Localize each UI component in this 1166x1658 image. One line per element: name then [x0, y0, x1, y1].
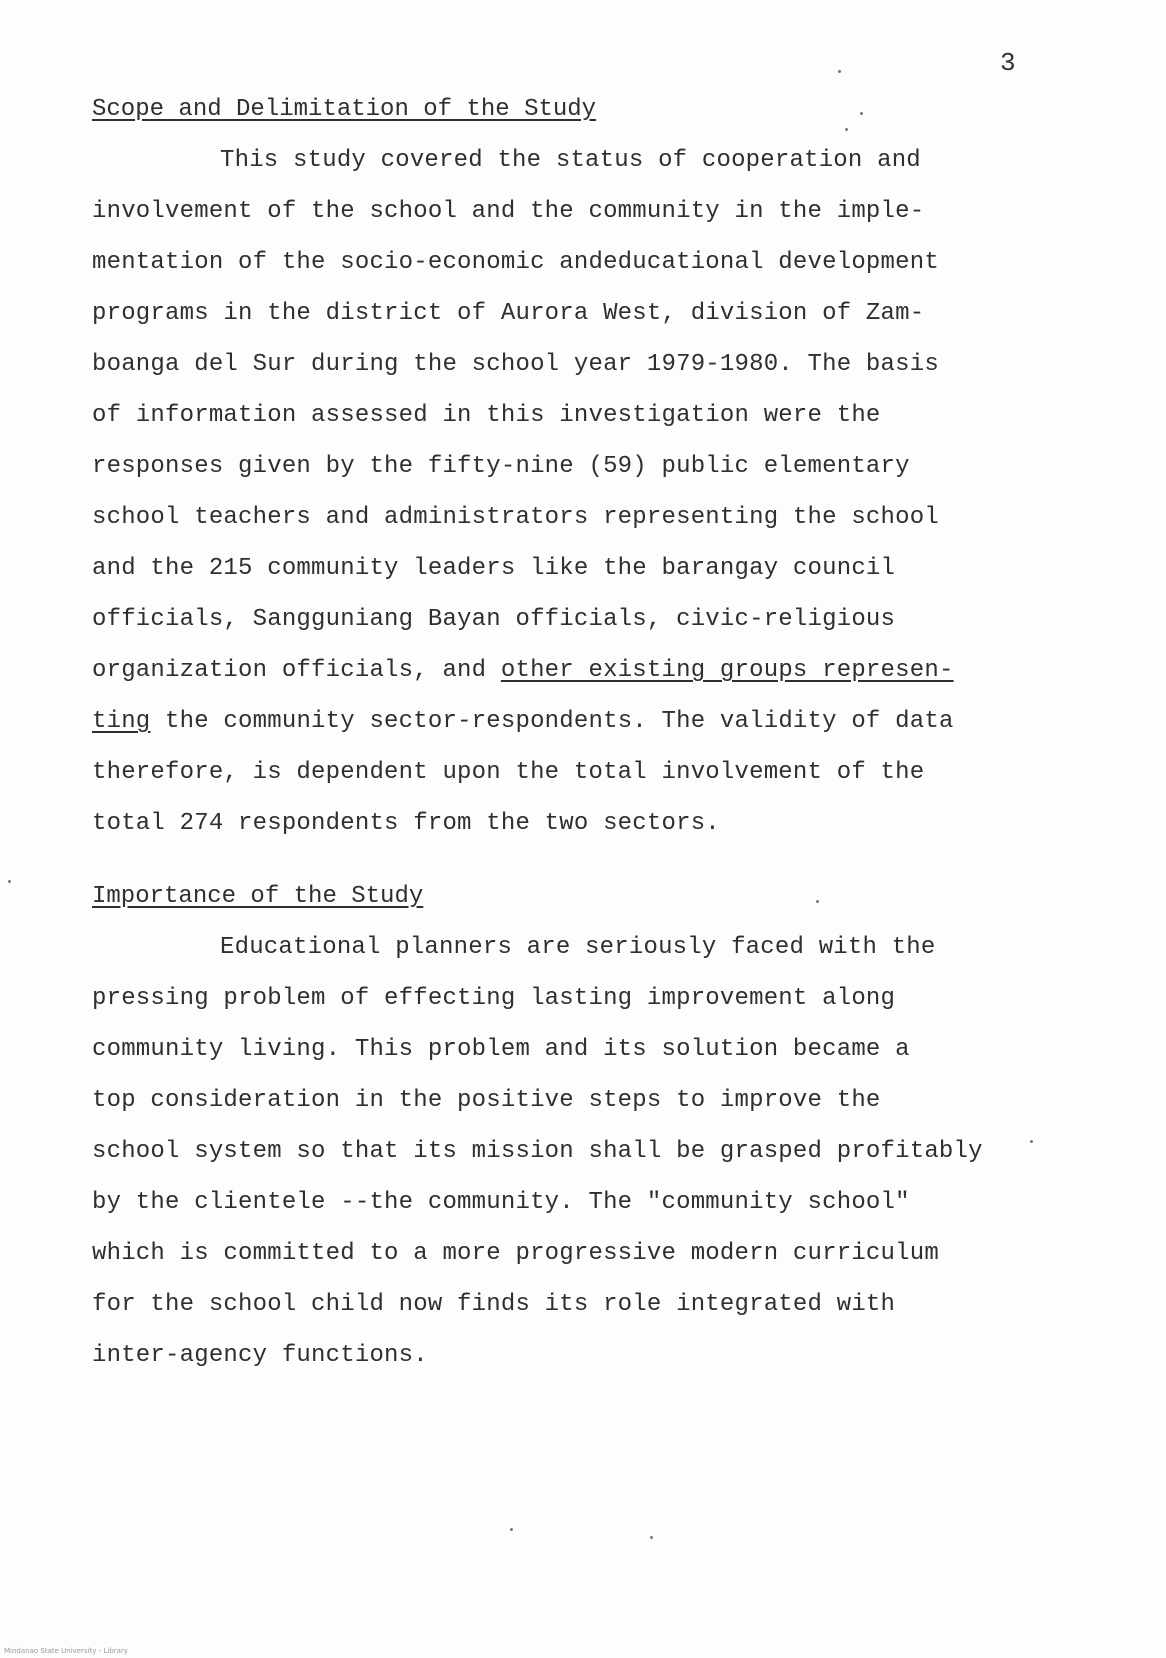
scan-speck — [510, 1528, 513, 1531]
paragraph-line: community living. This problem and its solution became a — [92, 1036, 910, 1063]
paragraph-line: of information assessed in this investigation were the — [92, 402, 881, 429]
scan-speck — [860, 112, 863, 115]
paragraph-line: total 274 respondents from the two sectors. — [92, 810, 720, 837]
section-heading-scope: Scope and Delimitation of the Study — [92, 96, 597, 123]
paragraph-line: therefore, is dependent upon the total involvement of the — [92, 759, 925, 786]
paragraph-line: school teachers and administrators representing the school — [92, 504, 939, 531]
paragraph-line: pressing problem of effecting lasting improvement along — [92, 985, 896, 1012]
paragraph-line: programs in the district of Aurora West, division of Zam- — [92, 300, 925, 327]
line-text: organization officials, and — [92, 657, 501, 684]
underlined-phrase: ting — [92, 708, 151, 735]
scan-speck — [8, 880, 11, 883]
scan-speck — [1030, 1140, 1033, 1143]
paragraph-line — [92, 656, 954, 686]
paragraph-line: responses given by the fifty-nine (59) public elementary — [92, 453, 910, 480]
paragraph-line — [92, 707, 954, 737]
paragraph-line: involvement of the school and the community in the imple- — [92, 198, 925, 225]
paragraph-line: boanga del Sur during the school year 1979-1980. The basis — [92, 351, 939, 378]
paragraph-line: Educational planners are seriously faced with the — [220, 934, 936, 961]
paragraph-line: for the school child now finds its role integrated with — [92, 1291, 896, 1318]
paragraph-line: inter-agency functions. — [92, 1342, 428, 1369]
scan-speck — [838, 70, 841, 73]
paragraph-line: This study covered the status of cooperation and — [220, 147, 921, 174]
underlined-phrase: other existing groups represen- — [500, 657, 954, 684]
paragraph-line: and the 215 community leaders like the barangay council — [92, 555, 896, 582]
section-heading-importance: Importance of the Study — [92, 883, 424, 910]
scan-speck — [650, 1536, 653, 1539]
page-number: 3 — [1000, 48, 1016, 78]
paragraph-line: officials, Sangguniang Bayan officials, civic-religious — [92, 606, 896, 633]
paragraph-line: by the clientele --the community. The "community school" — [92, 1189, 910, 1216]
line-text: the community sector-respondents. The validity of data — [150, 708, 954, 735]
paragraph-line: top consideration in the positive steps to improve the — [92, 1087, 881, 1114]
scan-speck — [816, 900, 819, 903]
footer-note: Mindanao State University - Library — [4, 1647, 128, 1655]
paragraph-line: school system so that its mission shall be grasped profitably — [92, 1138, 983, 1165]
scan-speck — [845, 128, 848, 131]
paragraph-line: mentation of the socio-economic andeducational development — [92, 249, 939, 276]
paragraph-line: which is committed to a more progressive modern curriculum — [92, 1240, 939, 1267]
